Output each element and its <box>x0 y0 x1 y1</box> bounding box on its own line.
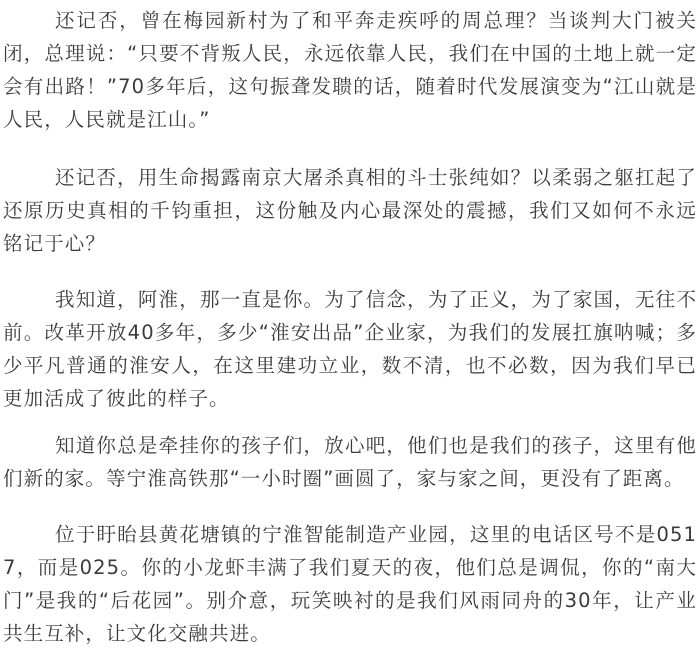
paragraph: 还记否，用生命揭露南京大屠杀真相的斗士张纯如？以柔弱之躯扛起了还原历史真相的千钧重担，这份触及内心最深处的震撼，我们又如何不永远铭记于心？ <box>3 166 697 255</box>
paragraph: 我知道，阿淮，那一直是你。为了信念，为了正义，为了家国，无往不前。改革开放40多年，多少“淮安出品”企业家，为我们的发展扛旗呐喊；多少平凡普通的淮安人，在这里建功立业，数不清，也不必数，因为我们早已更加活成了彼此的样子。 <box>3 288 697 410</box>
paragraph: 还记否，曾在梅园新村为了和平奔走疾呼的周总理？当谈判大门被关闭，总理说：“只要不背叛人民，永远依靠人民，我们在中国的土地上就一定会有出路！”70多年后，这句振聋发聩的话，随着时代发展演变为“江山就是人民，人民就是江山。” <box>3 9 697 131</box>
paragraph: 位于盱眙县黄花塘镇的宁淮智能制造产业园，这里的电话区号不是0517，而是025。你的小龙虾丰满了我们夏天的夜，他们总是调侃，你的“南大门”是我的“后花园”。别介意，玩笑映衬的是我们风雨同舟的30年，让产业共生互补，让文化交融共进。 <box>3 523 697 645</box>
paragraph: 知道你总是牵挂你的孩子们，放心吧，他们也是我们的孩子，这里有他们新的家。等宁淮高铁那“一小时圈”画圆了，家与家之间，更没有了距离。 <box>3 434 697 490</box>
